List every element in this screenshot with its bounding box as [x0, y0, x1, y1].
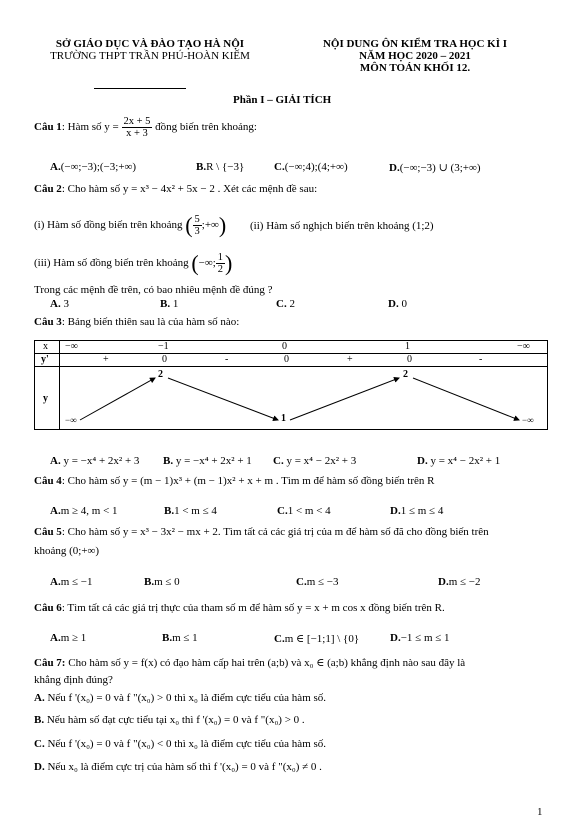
- page-number: 1: [537, 806, 543, 818]
- arrow-up: [80, 378, 155, 420]
- y-value: −∞: [65, 415, 77, 425]
- arrow-down: [168, 378, 278, 420]
- school-department: SỞ GIÁO DỤC VÀ ĐÀO TẠO HÀ NỘI: [55, 38, 245, 50]
- y-value: 2: [403, 369, 408, 380]
- option-a[interactable]: A.(−∞;−3);(−3;+∞): [50, 161, 137, 173]
- option-a[interactable]: A.m ≥ 4, m < 1: [50, 505, 118, 517]
- option-b[interactable]: B. Nếu hàm số đạt cực tiểu tại x₀ thì f '(x₀) = 0 và f "(x₀) > 0 .: [34, 714, 305, 726]
- option-c[interactable]: C. Nếu f '(x₀) = 0 và f "(x₀) < 0 thì x₀ là điểm cực tiểu của hàm số.: [34, 738, 327, 750]
- option-d[interactable]: D.m ≤ −2: [438, 576, 481, 588]
- fraction: $\frac{2x + 5}{x + 3}$: [123, 116, 151, 139]
- option-b[interactable]: B. y = −x⁴ + 2x² + 1: [163, 455, 252, 467]
- x-value: 0: [282, 341, 287, 352]
- option-c[interactable]: C.(−∞;4);(4;+∞): [274, 161, 348, 173]
- option-d[interactable]: D.(−∞;−3) ∪ (3;+∞): [389, 162, 481, 174]
- option-a[interactable]: A. Nếu f '(x₀) = 0 và f "(x₀) > 0 thì x₀ là điểm cực tiểu của hàm số.: [34, 692, 327, 704]
- x-value: −∞: [517, 341, 530, 352]
- x-value: 1: [405, 341, 410, 352]
- variation-arrows: [35, 341, 547, 429]
- question-2: Câu 2: Cho hàm số y = x³ − 4x² + 5x − 2 . Xét các mệnh đề sau:: [34, 183, 318, 195]
- question-5: Câu 5: Cho hàm số y = x³ − 3x² − mx + 2. Tìm tất cả các giá trị của m để hàm số đã cho đồng biến trên: [34, 526, 489, 538]
- school-year: NĂM HỌC 2020 – 2021: [359, 50, 471, 62]
- option-c[interactable]: C.m ≤ −3: [296, 576, 339, 588]
- school-name: TRƯỜNG THPT TRẦN PHÚ-HOÀN KIẾM: [50, 50, 250, 62]
- statement-iii: (iii) Hàm số đồng biến trên khoảng (−∞; $\frac{1}{2}$ ): [34, 250, 233, 276]
- option-d[interactable]: D. y = x⁴ − 2x² + 1: [417, 455, 501, 467]
- arrow-up: [290, 378, 399, 420]
- option-a[interactable]: A. 3: [50, 298, 69, 310]
- sign: +: [103, 354, 109, 365]
- option-d[interactable]: D.−1 ≤ m ≤ 1: [390, 632, 450, 644]
- sign: 0: [284, 354, 289, 365]
- x-value: −∞: [65, 341, 78, 352]
- y-value: 2: [158, 369, 163, 380]
- question-2-prompt: Trong các mệnh đề trên, có bao nhiêu mệnh đề đúng ?: [34, 284, 273, 296]
- sign: -: [479, 354, 483, 365]
- statement-i: (i) Hàm số đồng biến trên khoảng ( $\frac{5}{3}$ ;+∞): [34, 212, 227, 238]
- question-6: Câu 6: Tìm tất cả các giá trị thực của tham số m để hàm số y = x + m cos x đồng biến trên R.: [34, 602, 445, 614]
- option-b[interactable]: B.m ≤ 1: [162, 632, 198, 644]
- y-row-label: y: [43, 393, 48, 404]
- question-1: Câu 1: Hàm số y = $\frac{2x + 5}{x + 3}$ đồng biến trên khoảng:: [34, 116, 257, 139]
- option-c[interactable]: C.1 < m < 4: [277, 505, 331, 517]
- section-title: Phần I – GIẢI TÍCH: [233, 94, 332, 106]
- subject: MÔN TOÁN KHỐI 12.: [359, 62, 471, 74]
- sign: -: [225, 354, 229, 365]
- option-a[interactable]: A. y = −x⁴ + 2x² + 3: [50, 455, 140, 467]
- option-a[interactable]: A.m ≤ −1: [50, 576, 93, 588]
- statement-ii: (ii) Hàm số nghịch biến trên khoảng (1;2): [250, 220, 434, 232]
- option-d[interactable]: D. 0: [388, 298, 407, 310]
- exam-title: NỘI DUNG ÔN KIỂM TRA HỌC KÌ I: [322, 38, 508, 50]
- option-b[interactable]: B.m ≤ 0: [144, 576, 180, 588]
- question-3: Câu 3: Bảng biến thiên sau là của hàm số nào:: [34, 316, 240, 328]
- x-row-label: x: [43, 341, 48, 352]
- arrow-down: [413, 378, 519, 420]
- question-7: Câu 7: Cho hàm số y = f(x) có đạo hàm cấp hai trên (a;b) và x₀ ∈ (a;b) khẳng định nào sau đây là: [34, 657, 466, 669]
- yprime-row-label: y': [41, 354, 49, 365]
- question-label: Câu 1: [34, 121, 62, 134]
- question-5-cont: khoảng (0;+∞): [34, 545, 100, 557]
- y-value: −∞: [522, 415, 534, 425]
- option-c[interactable]: C. y = x⁴ − 2x² + 3: [273, 455, 357, 467]
- x-value: −1: [158, 341, 169, 352]
- option-c[interactable]: C.m ∈ [−1;1] \ {0}: [274, 633, 360, 645]
- y-value: 1: [281, 413, 286, 424]
- option-a[interactable]: A.m ≥ 1: [50, 632, 87, 644]
- option-b[interactable]: B. 1: [160, 298, 179, 310]
- option-b[interactable]: B.R \ {−3}: [196, 161, 245, 173]
- question-7-cont: khẳng định đúng?: [34, 674, 113, 686]
- option-b[interactable]: B.1 < m ≤ 4: [164, 505, 217, 517]
- sign: 0: [407, 354, 412, 365]
- option-d[interactable]: D. Nếu x₀ là điểm cực trị của hàm số thì f '(x₀) = 0 và f "(x₀) ≠ 0 .: [34, 761, 322, 773]
- option-c[interactable]: C. 2: [276, 298, 295, 310]
- variation-table: [34, 340, 548, 430]
- question-4: Câu 4: Cho hàm số y = (m − 1)x³ + (m − 1)x² + x + m . Tìm m để hàm số đồng biến trên R: [34, 475, 435, 487]
- option-d[interactable]: D.1 ≤ m ≤ 4: [390, 505, 444, 517]
- sign: 0: [162, 354, 167, 365]
- header-divider: [94, 88, 186, 89]
- sign: +: [347, 354, 353, 365]
